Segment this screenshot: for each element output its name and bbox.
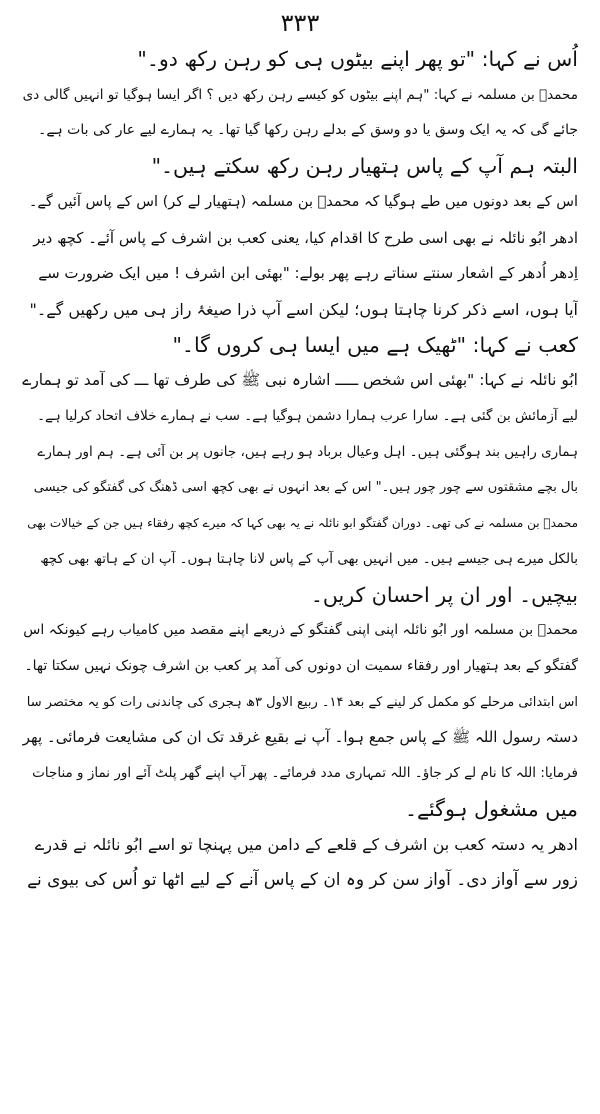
page-body [22, 42, 578, 899]
text-line: دستہ رسول اللہ ﷺ کے پاس جمع ہوا۔ آپ نے بقیع غرقد تک ان کی مشایعت فرمائی۔ پھر [22, 728, 578, 747]
text-line: بال بچے مشقتوں سے چور چور ہیں۔" اس کے بعد انہوں نے بھی کچھ اسی ڈھنگ کی گفتگو کی جیسی [33, 480, 578, 496]
text-line: اِدھر اُدھر کے اشعار سنتے سناتے رہے پھر بولے: "بھئی ابن اشرف ! میں ایک ضرورت سے [38, 264, 578, 283]
paragraph [22, 328, 578, 364]
text-line: محمدؐ بن مسلمہ نے کہا: "ہم اپنے بیٹوں کو کیسے رہن رکھ دیں ؟ اگر ایسا ہوگیا تو انہیں گالی دی [22, 86, 578, 103]
text-line: ادھر یہ دستہ کعب بن اشرف کے قلعے کے دامن میں پہنچا تو اسے ابُو نائلہ نے قدرے [34, 835, 578, 855]
text-line: جائے گی کہ یہ ایک وسق یا دو وسق کے بدلے رہن رکھا گیا تھا۔ یہ ہمارے لیے عار کی بات ہے۔ [38, 122, 578, 139]
text-line: میں مشغول ہوگئے۔ [404, 796, 578, 821]
text-line: کعب نے کہا: "ٹھیک ہے میں ایسا ہی کروں گا۔" [172, 332, 578, 357]
page-number: ۳۳۳ [280, 9, 320, 37]
text-line: اس کے بعد دونوں میں طے ہوگیا کہ محمدؐ بن مسلمہ (ہتھیار لے کر) اس کے پاس آئیں گے۔ [28, 193, 578, 210]
text-line: بالکل میرے ہی جیسے ہیں۔ میں انہیں بھی آپ کے پاس لانا چاہتا ہوں۔ آپ ان کے ہاتھ بھی کچھ [40, 550, 578, 567]
paragraph [22, 78, 578, 185]
text-line: زور سے آواز دی۔ آواز سن کر وہ ان کے پاس آنے کے لیے اٹھا تو اُس کی بیوی نے [27, 870, 578, 891]
text-line: بیچیں۔ اور ان پر احسان کریں۔ [310, 582, 578, 607]
text-line: آیا ہوں، اسے ذکر کرنا چاہتا ہوں؛ لیکن اسے آپ ذرا صیغۂ راز ہی میں رکھیں گے۔" [29, 299, 578, 319]
text-line: محمدؐ بن مسلمہ نے کی تھی۔ دوران گفتگو ابو نائلہ نے یہ بھی کہا کہ میرے کچھ رفقاء ہیں جن کے خیالات بھی [27, 516, 578, 531]
paragraph [22, 185, 578, 221]
text-line: ابُو نائلہ نے کہا: "بھئی اس شخص ـــــ اشارہ نبی ﷺ کی طرف تھا ـــ کی آمد تو ہمارے [22, 371, 578, 390]
paragraph [22, 221, 578, 328]
text-line: لیے آزمائش بن گئی ہے۔ سارا عرب ہمارا دشمن ہوگیا ہے۔ سب نے ہمارے خلاف اتحاد کرلیا ہے۔ [37, 408, 578, 425]
paragraph [22, 827, 578, 898]
text-line: محمدؐ بن مسلمہ اور ابُو نائلہ اپنی اپنی گفتگو کے ذریعے اپنے مقصد میں کامیاب رہے کیونکہ اس [23, 622, 578, 639]
text-line: اس ابتدائی مرحلے کو مکمل کر لینے کے بعد ۱۴۔ ربیع الاول ۳ھ ہجری کی چاندنی رات کو یہ مختصر سا [26, 694, 578, 710]
text-line: ہماری راہیں بند ہوگئی ہیں۔ اہل وعیال برباد ہو رہے ہیں، جانوں پر بن آئی ہے۔ ہم اور ہمارے [37, 443, 578, 460]
paragraph [22, 42, 578, 78]
paragraph [22, 363, 578, 613]
paragraph [22, 613, 578, 684]
text-line: فرمایا: اللہ کا نام لے کر جاؤ۔ اللہ تمہاری مدد فرمائے۔ پھر آپ اپنے گھر پلٹ آئے اور نماز و مناجات [32, 765, 578, 782]
text-line: ادھر ابُو نائلہ نے بھی اسی طرح کا اقدام کیا، یعنی کعب بن اشرف کے پاس آئے۔ کچھ دیر [33, 228, 578, 247]
text-line: البتہ ہم آپ کے پاس ہتھیار رہن رکھ سکتے ہیں۔" [151, 154, 578, 179]
text-line: گفتگو کے بعد ہتھیار اور رفقاء سمیت ان دونوں کی آمد پر کعب بن اشرف چونک نہیں سکتا تھا۔ [24, 657, 578, 674]
text-line: اُس نے کہا: "تو پھر اپنے بیٹوں ہی کو رہن رکھ دو۔" [137, 47, 578, 71]
paragraph [22, 685, 578, 828]
